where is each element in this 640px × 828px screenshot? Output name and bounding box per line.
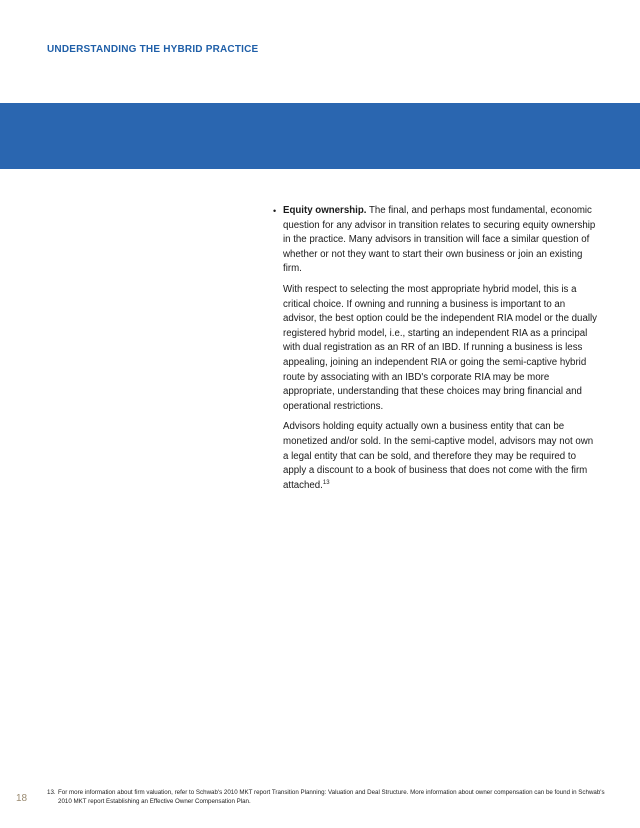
footnote-text: For more information about firm valuation, refer to Schwab's 2010 MKT report Transition Planning: Valuation and Deal Structure. More information about owner compensation can be found in Schwab's 2010 MKT report Establishing an Effective Owner Compensation Plan. — [58, 789, 605, 805]
header-color-band — [0, 103, 640, 169]
paragraph-text: Advisors holding equity actually own a business entity that can be monetized and/or sold. In the semi-captive model, advisors may not own a legal entity that can be sold, and therefore they may be required to apply a discount to a book of business that does not come with the firm attached. — [283, 421, 594, 491]
footnote — [47, 788, 607, 806]
bullet-text: The final, and perhaps most fundamental, economic question for any advisor in transition relates to securing equity ownership in the practice. Many advisors in transition will face a similar question of whether or not they want to start their own business or join an existing firm. — [283, 205, 596, 275]
bullet-paragraph — [273, 204, 599, 277]
main-text-column — [273, 204, 599, 499]
paragraph: With respect to selecting the most appropriate hybrid model, this is a critical choice. If owning and running a business is important to an advisor, the best option could be the independent RIA model or the dually registered hybrid model, i.e., starting an independent RIA as a principal with dual registration as an RR of an IBD. If running a business is less appealing, joining an independent RIA or going the semi-captive hybrid route by associating with an IBD's corporate RIA may be more appropriate, understanding that these choices may bring financial and operational restrictions. — [283, 283, 597, 412]
footnote-number: 13. — [47, 789, 56, 796]
bullet-lead: Equity ownership. — [283, 205, 367, 216]
bullet-dot-icon: • — [273, 206, 277, 216]
paragraph-with-footnote — [283, 420, 599, 493]
footnote-reference: 13 — [322, 479, 330, 486]
section-header: UNDERSTANDING THE HYBRID PRACTICE — [47, 44, 259, 55]
page-number: 18 — [16, 793, 28, 804]
